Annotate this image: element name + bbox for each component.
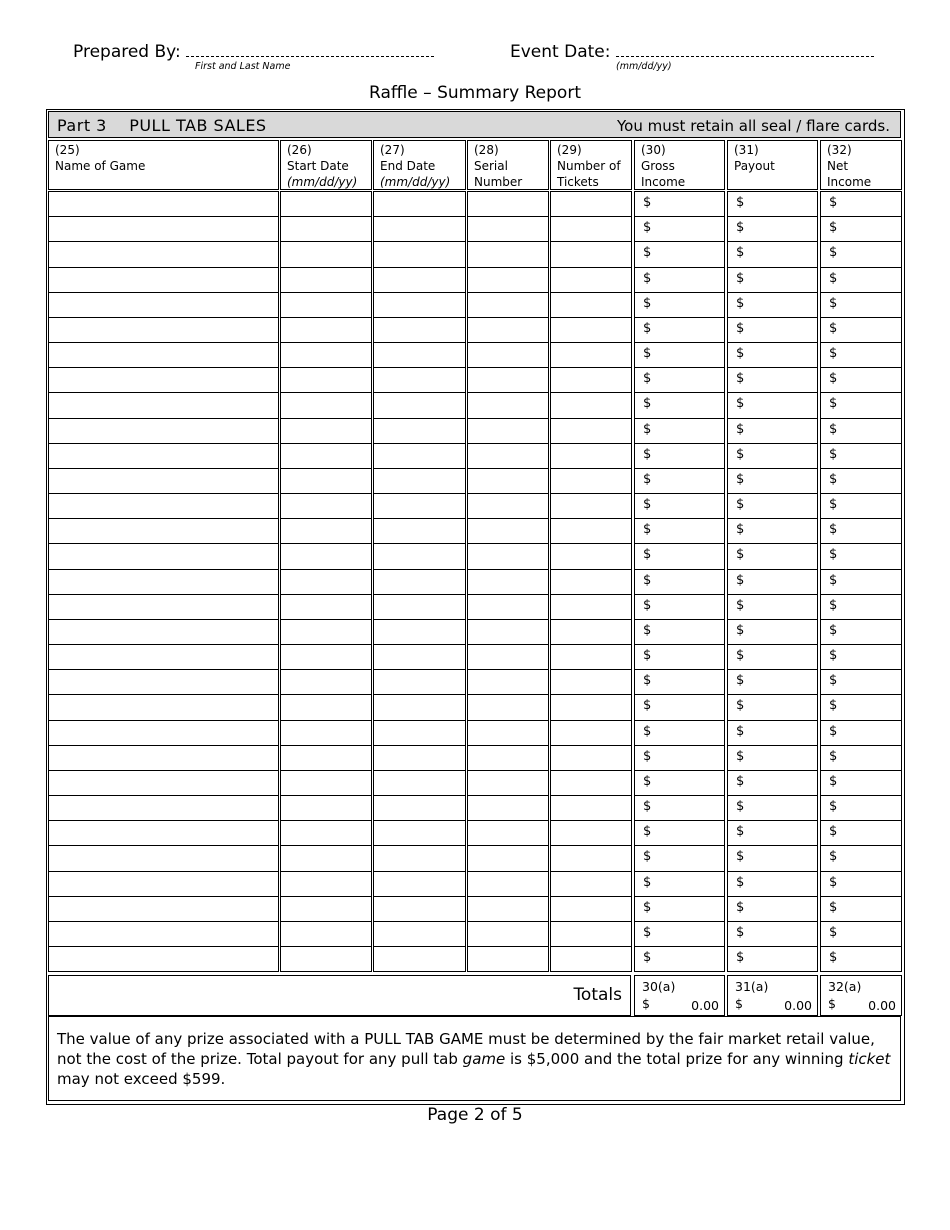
cell-net-income[interactable]: $ xyxy=(820,443,902,469)
cell-serial-number[interactable] xyxy=(467,367,549,393)
cell-net-income[interactable]: $ xyxy=(820,594,902,620)
cell-gross-income[interactable]: $ xyxy=(634,418,725,444)
cell-serial-number[interactable] xyxy=(467,845,549,872)
cell-gross-income[interactable]: $ xyxy=(634,644,725,670)
cell-net-income[interactable]: $ xyxy=(820,317,902,343)
cell-end-date[interactable] xyxy=(373,493,466,519)
cell-name-of-game[interactable] xyxy=(48,820,279,846)
cell-number-of-tickets[interactable] xyxy=(550,317,632,343)
cell-name-of-game[interactable] xyxy=(48,418,279,444)
totals-label-cell xyxy=(48,975,631,1016)
cell-payout[interactable]: $ xyxy=(727,619,818,645)
cell-number-of-tickets[interactable] xyxy=(550,720,632,746)
cell-start-date[interactable] xyxy=(280,694,372,721)
cell-number-of-tickets[interactable] xyxy=(550,392,632,419)
cell-end-date[interactable] xyxy=(373,569,466,595)
cell-end-date[interactable] xyxy=(373,267,466,293)
cell-payout[interactable]: $ xyxy=(727,267,818,293)
prepared-by-field[interactable] xyxy=(186,40,434,57)
cell-name-of-game[interactable] xyxy=(48,543,279,570)
cell-serial-number[interactable] xyxy=(467,619,549,645)
cell-end-date[interactable] xyxy=(373,367,466,393)
cell-serial-number[interactable] xyxy=(467,518,549,544)
cell-start-date[interactable] xyxy=(280,569,372,595)
cell-serial-number[interactable] xyxy=(467,569,549,595)
cell-name-of-game[interactable] xyxy=(48,694,279,721)
cell-gross-income[interactable]: $ xyxy=(634,770,725,796)
cell-payout[interactable]: $ xyxy=(727,443,818,469)
total-net-income-value: 0.00 xyxy=(868,998,896,1013)
cell-gross-income[interactable]: $ xyxy=(634,720,725,746)
cell-name-of-game[interactable] xyxy=(48,292,279,318)
cell-start-date[interactable] xyxy=(280,267,372,293)
cell-start-date[interactable] xyxy=(280,720,372,746)
cell-serial-number[interactable] xyxy=(467,191,549,217)
cell-net-income[interactable]: $ xyxy=(820,795,902,821)
cell-net-income[interactable]: $ xyxy=(820,392,902,419)
cell-name-of-game[interactable] xyxy=(48,443,279,469)
cell-number-of-tickets[interactable] xyxy=(550,518,632,544)
cell-serial-number[interactable] xyxy=(467,493,549,519)
cell-net-income[interactable]: $ xyxy=(820,921,902,947)
cell-net-income[interactable]: $ xyxy=(820,518,902,544)
cell-payout[interactable]: $ xyxy=(727,720,818,746)
cell-gross-income[interactable]: $ xyxy=(634,946,725,972)
cell-number-of-tickets[interactable] xyxy=(550,669,632,695)
cell-start-date[interactable] xyxy=(280,518,372,544)
cell-serial-number[interactable] xyxy=(467,241,549,268)
page-number: Page 2 of 5 xyxy=(427,1105,523,1125)
cell-start-date[interactable] xyxy=(280,191,372,217)
cell-end-date[interactable] xyxy=(373,720,466,746)
cell-gross-income[interactable]: $ xyxy=(634,342,725,368)
cell-gross-income[interactable]: $ xyxy=(634,569,725,595)
cell-net-income[interactable]: $ xyxy=(820,871,902,897)
cell-gross-income[interactable]: $ xyxy=(634,745,725,771)
cell-name-of-game[interactable] xyxy=(48,493,279,519)
cell-name-of-game[interactable] xyxy=(48,367,279,393)
cell-end-date[interactable] xyxy=(373,795,466,821)
cell-gross-income[interactable]: $ xyxy=(634,468,725,494)
cell-serial-number[interactable] xyxy=(467,443,549,469)
cell-payout[interactable]: $ xyxy=(727,871,818,897)
event-date-field[interactable] xyxy=(616,40,874,57)
cell-name-of-game[interactable] xyxy=(48,795,279,821)
cell-number-of-tickets[interactable] xyxy=(550,694,632,721)
prepared-by-row xyxy=(73,40,434,62)
cell-name-of-game[interactable] xyxy=(48,191,279,217)
cell-name-of-game[interactable] xyxy=(48,619,279,645)
cell-start-date[interactable] xyxy=(280,871,372,897)
cell-end-date[interactable] xyxy=(373,619,466,645)
cell-net-income[interactable]: $ xyxy=(820,468,902,494)
cell-gross-income[interactable]: $ xyxy=(634,518,725,544)
cell-net-income[interactable]: $ xyxy=(820,543,902,570)
cell-number-of-tickets[interactable] xyxy=(550,468,632,494)
cell-gross-income[interactable]: $ xyxy=(634,871,725,897)
cell-start-date[interactable] xyxy=(280,795,372,821)
cell-number-of-tickets[interactable] xyxy=(550,292,632,318)
cell-net-income[interactable]: $ xyxy=(820,820,902,846)
cell-number-of-tickets[interactable] xyxy=(550,820,632,846)
cell-name-of-game[interactable] xyxy=(48,468,279,494)
cell-number-of-tickets[interactable] xyxy=(550,443,632,469)
cell-serial-number[interactable] xyxy=(467,669,549,695)
cell-payout[interactable]: $ xyxy=(727,694,818,721)
cell-net-income[interactable]: $ xyxy=(820,694,902,721)
cell-end-date[interactable] xyxy=(373,543,466,570)
col-header-number-of-tickets: (29) Number of Tickets xyxy=(550,140,632,190)
cell-start-date[interactable] xyxy=(280,392,372,419)
cell-net-income[interactable]: $ xyxy=(820,292,902,318)
cell-end-date[interactable] xyxy=(373,745,466,771)
cell-gross-income[interactable]: $ xyxy=(634,594,725,620)
cell-gross-income[interactable]: $ xyxy=(634,795,725,821)
cell-net-income[interactable]: $ xyxy=(820,619,902,645)
cell-serial-number[interactable] xyxy=(467,946,549,972)
cell-end-date[interactable] xyxy=(373,770,466,796)
event-date-hint: (mm/dd/yy) xyxy=(616,61,672,72)
cell-gross-income[interactable]: $ xyxy=(634,292,725,318)
cell-gross-income[interactable]: $ xyxy=(634,543,725,570)
cell-end-date[interactable] xyxy=(373,292,466,318)
cell-payout[interactable]: $ xyxy=(727,594,818,620)
cell-payout[interactable]: $ xyxy=(727,795,818,821)
cell-number-of-tickets[interactable] xyxy=(550,543,632,570)
cell-number-of-tickets[interactable] xyxy=(550,493,632,519)
cell-start-date[interactable] xyxy=(280,241,372,268)
cell-start-date[interactable] xyxy=(280,845,372,872)
part-header-bar xyxy=(48,111,901,138)
cell-net-income[interactable]: $ xyxy=(820,367,902,393)
cell-gross-income[interactable]: $ xyxy=(634,619,725,645)
part-note: You must retain all seal / flare cards. xyxy=(617,117,890,135)
cell-payout[interactable]: $ xyxy=(727,493,818,519)
cell-serial-number[interactable] xyxy=(467,720,549,746)
cell-gross-income[interactable]: $ xyxy=(634,694,725,721)
cell-number-of-tickets[interactable] xyxy=(550,418,632,444)
cell-payout[interactable]: $ xyxy=(727,845,818,872)
cell-number-of-tickets[interactable] xyxy=(550,770,632,796)
cell-serial-number[interactable] xyxy=(467,921,549,947)
part-label: Part 3 PULL TAB SALES xyxy=(57,116,267,135)
cell-serial-number[interactable] xyxy=(467,468,549,494)
report-title: Raffle – Summary Report xyxy=(369,83,581,103)
cell-start-date[interactable] xyxy=(280,921,372,947)
cell-payout[interactable]: $ xyxy=(727,342,818,368)
cell-serial-number[interactable] xyxy=(467,392,549,419)
cell-number-of-tickets[interactable] xyxy=(550,946,632,972)
cell-end-date[interactable] xyxy=(373,871,466,897)
cell-number-of-tickets[interactable] xyxy=(550,191,632,217)
cell-serial-number[interactable] xyxy=(467,896,549,922)
cell-start-date[interactable] xyxy=(280,770,372,796)
cell-net-income[interactable]: $ xyxy=(820,342,902,368)
cell-end-date[interactable] xyxy=(373,468,466,494)
cell-start-date[interactable] xyxy=(280,644,372,670)
cell-net-income[interactable]: $ xyxy=(820,191,902,217)
cell-start-date[interactable] xyxy=(280,317,372,343)
prepared-by-label: Prepared By: xyxy=(73,42,181,62)
cell-net-income[interactable]: $ xyxy=(820,216,902,242)
cell-number-of-tickets[interactable] xyxy=(550,921,632,947)
cell-payout[interactable]: $ xyxy=(727,896,818,922)
cell-name-of-game[interactable] xyxy=(48,946,279,972)
cell-net-income[interactable]: $ xyxy=(820,569,902,595)
event-date-label: Event Date: xyxy=(510,42,611,62)
cell-number-of-tickets[interactable] xyxy=(550,342,632,368)
cell-start-date[interactable] xyxy=(280,342,372,368)
cell-payout[interactable]: $ xyxy=(727,292,818,318)
cell-gross-income[interactable]: $ xyxy=(634,845,725,872)
cell-serial-number[interactable] xyxy=(467,871,549,897)
cell-payout[interactable]: $ xyxy=(727,745,818,771)
cell-gross-income[interactable]: $ xyxy=(634,896,725,922)
cell-serial-number[interactable] xyxy=(467,694,549,721)
cell-end-date[interactable] xyxy=(373,518,466,544)
cell-serial-number[interactable] xyxy=(467,543,549,570)
total-payout[interactable]: 31(a) $ 0.00 xyxy=(727,975,818,1016)
cell-payout[interactable]: $ xyxy=(727,820,818,846)
cell-net-income[interactable]: $ xyxy=(820,267,902,293)
cell-gross-income[interactable]: $ xyxy=(634,191,725,217)
prize-notice: The value of any prize associated with a PULL TAB GAME must be determined by the fair market retail value, not the cost of the prize. Total payout for any pull tab game is $5,000 and the total prize for any winning ticket may not exceed $599. xyxy=(48,1016,901,1101)
cell-start-date[interactable] xyxy=(280,745,372,771)
cell-start-date[interactable] xyxy=(280,216,372,242)
cell-payout[interactable]: $ xyxy=(727,921,818,947)
cell-net-income[interactable]: $ xyxy=(820,669,902,695)
cell-end-date[interactable] xyxy=(373,694,466,721)
cell-end-date[interactable] xyxy=(373,392,466,419)
col-header-name-of-game: (25) Name of Game xyxy=(48,140,279,190)
cell-start-date[interactable] xyxy=(280,669,372,695)
cell-number-of-tickets[interactable] xyxy=(550,569,632,595)
cell-serial-number[interactable] xyxy=(467,820,549,846)
cell-net-income[interactable]: $ xyxy=(820,418,902,444)
cell-name-of-game[interactable] xyxy=(48,644,279,670)
cell-start-date[interactable] xyxy=(280,896,372,922)
cell-name-of-game[interactable] xyxy=(48,392,279,419)
cell-gross-income[interactable]: $ xyxy=(634,392,725,419)
cell-payout[interactable]: $ xyxy=(727,569,818,595)
cell-net-income[interactable]: $ xyxy=(820,845,902,872)
col-header-payout: (31) Payout xyxy=(727,140,818,190)
cell-payout[interactable]: $ xyxy=(727,241,818,268)
col-header-serial-number: (28) Serial Number xyxy=(467,140,549,190)
cell-end-date[interactable] xyxy=(373,820,466,846)
cell-net-income[interactable]: $ xyxy=(820,946,902,972)
cell-gross-income[interactable]: $ xyxy=(634,267,725,293)
cell-net-income[interactable]: $ xyxy=(820,720,902,746)
cell-gross-income[interactable]: $ xyxy=(634,367,725,393)
cell-serial-number[interactable] xyxy=(467,770,549,796)
cell-gross-income[interactable]: $ xyxy=(634,820,725,846)
cell-number-of-tickets[interactable] xyxy=(550,241,632,268)
cell-payout[interactable]: $ xyxy=(727,770,818,796)
cell-payout[interactable]: $ xyxy=(727,644,818,670)
col-header-gross-income: (30) Gross Income xyxy=(634,140,725,190)
total-net-income[interactable]: 32(a) $ 0.00 xyxy=(820,975,902,1016)
cell-number-of-tickets[interactable] xyxy=(550,845,632,872)
cell-serial-number[interactable] xyxy=(467,745,549,771)
cell-end-date[interactable] xyxy=(373,317,466,343)
cell-gross-income[interactable]: $ xyxy=(634,669,725,695)
cell-number-of-tickets[interactable] xyxy=(550,896,632,922)
cell-start-date[interactable] xyxy=(280,493,372,519)
cell-serial-number[interactable] xyxy=(467,317,549,343)
cell-payout[interactable]: $ xyxy=(727,216,818,242)
cell-number-of-tickets[interactable] xyxy=(550,216,632,242)
cell-start-date[interactable] xyxy=(280,594,372,620)
cell-name-of-game[interactable] xyxy=(48,745,279,771)
cell-start-date[interactable] xyxy=(280,367,372,393)
cell-payout[interactable]: $ xyxy=(727,191,818,217)
total-gross-income-value: 0.00 xyxy=(691,998,719,1013)
cell-name-of-game[interactable] xyxy=(48,342,279,368)
cell-end-date[interactable] xyxy=(373,946,466,972)
cell-gross-income[interactable]: $ xyxy=(634,443,725,469)
cell-payout[interactable]: $ xyxy=(727,669,818,695)
cell-start-date[interactable] xyxy=(280,443,372,469)
cell-end-date[interactable] xyxy=(373,241,466,268)
cell-payout[interactable]: $ xyxy=(727,543,818,570)
cell-start-date[interactable] xyxy=(280,619,372,645)
cell-name-of-game[interactable] xyxy=(48,267,279,293)
cell-serial-number[interactable] xyxy=(467,795,549,821)
cell-end-date[interactable] xyxy=(373,443,466,469)
cell-number-of-tickets[interactable] xyxy=(550,367,632,393)
cell-start-date[interactable] xyxy=(280,543,372,570)
cell-end-date[interactable] xyxy=(373,342,466,368)
cell-end-date[interactable] xyxy=(373,418,466,444)
cell-gross-income[interactable]: $ xyxy=(634,241,725,268)
event-date-row xyxy=(510,40,874,62)
cell-payout[interactable]: $ xyxy=(727,518,818,544)
cell-number-of-tickets[interactable] xyxy=(550,795,632,821)
cell-name-of-game[interactable] xyxy=(48,317,279,343)
cell-net-income[interactable]: $ xyxy=(820,770,902,796)
cell-name-of-game[interactable] xyxy=(48,871,279,897)
cell-end-date[interactable] xyxy=(373,216,466,242)
cell-number-of-tickets[interactable] xyxy=(550,594,632,620)
cell-name-of-game[interactable] xyxy=(48,896,279,922)
cell-number-of-tickets[interactable] xyxy=(550,745,632,771)
cell-name-of-game[interactable] xyxy=(48,569,279,595)
cell-name-of-game[interactable] xyxy=(48,770,279,796)
cell-end-date[interactable] xyxy=(373,594,466,620)
cell-name-of-game[interactable] xyxy=(48,518,279,544)
cell-payout[interactable]: $ xyxy=(727,468,818,494)
cell-gross-income[interactable]: $ xyxy=(634,317,725,343)
cell-payout[interactable]: $ xyxy=(727,367,818,393)
cell-payout[interactable]: $ xyxy=(727,946,818,972)
cell-name-of-game[interactable] xyxy=(48,216,279,242)
col-header-end-date: (27) End Date (mm/dd/yy) xyxy=(373,140,466,190)
cell-number-of-tickets[interactable] xyxy=(550,871,632,897)
cell-gross-income[interactable]: $ xyxy=(634,921,725,947)
cell-gross-income[interactable]: $ xyxy=(634,493,725,519)
total-payout-value: 0.00 xyxy=(784,998,812,1013)
cell-start-date[interactable] xyxy=(280,468,372,494)
cell-end-date[interactable] xyxy=(373,921,466,947)
cell-start-date[interactable] xyxy=(280,946,372,972)
cell-net-income[interactable]: $ xyxy=(820,241,902,268)
cell-serial-number[interactable] xyxy=(467,292,549,318)
col-header-start-date: (26) Start Date (mm/dd/yy) xyxy=(280,140,372,190)
cell-end-date[interactable] xyxy=(373,845,466,872)
cell-end-date[interactable] xyxy=(373,644,466,670)
cell-serial-number[interactable] xyxy=(467,267,549,293)
cell-net-income[interactable]: $ xyxy=(820,745,902,771)
cell-net-income[interactable]: $ xyxy=(820,644,902,670)
cell-serial-number[interactable] xyxy=(467,418,549,444)
cell-payout[interactable]: $ xyxy=(727,418,818,444)
cell-payout[interactable]: $ xyxy=(727,317,818,343)
cell-name-of-game[interactable] xyxy=(48,845,279,872)
cell-name-of-game[interactable] xyxy=(48,594,279,620)
cell-end-date[interactable] xyxy=(373,669,466,695)
cell-serial-number[interactable] xyxy=(467,342,549,368)
cell-serial-number[interactable] xyxy=(467,644,549,670)
cell-start-date[interactable] xyxy=(280,292,372,318)
cell-end-date[interactable] xyxy=(373,896,466,922)
prepared-by-hint: First and Last Name xyxy=(195,61,291,72)
cell-serial-number[interactable] xyxy=(467,594,549,620)
total-gross-income[interactable]: 30(a) $ 0.00 xyxy=(634,975,725,1016)
col-header-net-income: (32) Net Income xyxy=(820,140,902,190)
cell-number-of-tickets[interactable] xyxy=(550,619,632,645)
cell-name-of-game[interactable] xyxy=(48,720,279,746)
cell-net-income[interactable]: $ xyxy=(820,493,902,519)
cell-payout[interactable]: $ xyxy=(727,392,818,419)
totals-label: Totals xyxy=(573,985,622,1005)
cell-name-of-game[interactable] xyxy=(48,241,279,268)
cell-end-date[interactable] xyxy=(373,191,466,217)
cell-net-income[interactable]: $ xyxy=(820,896,902,922)
cell-gross-income[interactable]: $ xyxy=(634,216,725,242)
cell-start-date[interactable] xyxy=(280,418,372,444)
cell-name-of-game[interactable] xyxy=(48,669,279,695)
cell-start-date[interactable] xyxy=(280,820,372,846)
cell-name-of-game[interactable] xyxy=(48,921,279,947)
cell-number-of-tickets[interactable] xyxy=(550,644,632,670)
cell-number-of-tickets[interactable] xyxy=(550,267,632,293)
cell-serial-number[interactable] xyxy=(467,216,549,242)
